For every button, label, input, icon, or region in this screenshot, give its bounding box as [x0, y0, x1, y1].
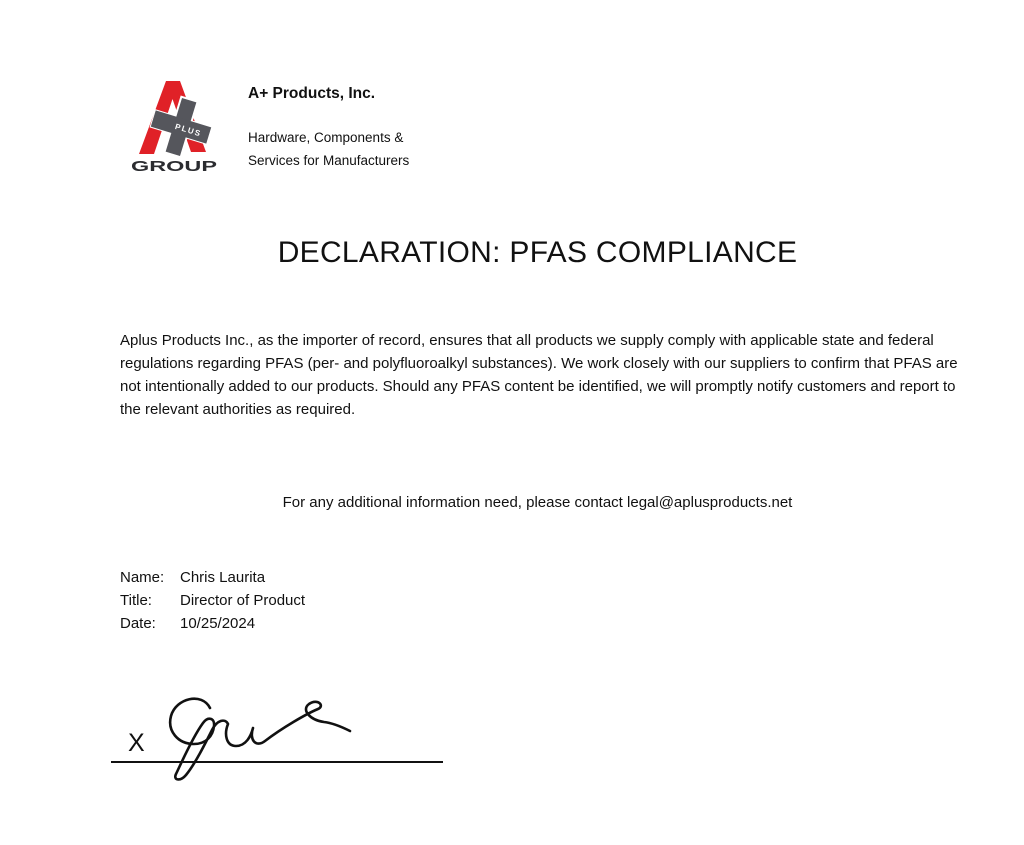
- title-value: Director of Product: [180, 592, 306, 609]
- logo-plus-label: PLUS: [173, 121, 203, 139]
- logo-group-label: GROUP: [131, 158, 217, 173]
- contact-line: For any additional information need, please contact legal@aplusproducts.net: [282, 494, 793, 511]
- title-label: Title:: [120, 592, 152, 609]
- document-title: DECLARATION: PFAS COMPLIANCE: [277, 236, 798, 269]
- name-value: Chris Laurita: [180, 569, 266, 586]
- logo-plus-icon: [145, 91, 217, 163]
- company-tagline: [248, 126, 409, 172]
- signatory-block: [120, 566, 305, 635]
- tagline-line-2: Services for Manufacturers: [248, 153, 410, 168]
- company-name: A+ Products, Inc.: [248, 85, 376, 102]
- signatory-date-row: [120, 612, 305, 635]
- declaration-body: Aplus Products Inc., as the importer of record, ensures that all products we supply comply with applicable state and federal regulations regarding PFAS (per- and polyfluoroalkyl substances). We work closely with our suppliers to confirm that PFAS are not intentionally added to our products. Should any PFAS content be identified, we will promptly notify customers and report to the relevant authorities as required.: [120, 332, 958, 418]
- aplus-group-logo: [130, 78, 220, 173]
- date-label: Date:: [120, 615, 156, 632]
- signature-line: [111, 761, 443, 763]
- signatory-title-row: [120, 589, 305, 612]
- date-value: 10/25/2024: [180, 615, 256, 632]
- signature-x-mark: X: [128, 729, 145, 757]
- name-label: Name:: [120, 569, 165, 586]
- signatory-name-row: [120, 566, 305, 589]
- tagline-line-1: Hardware, Components &: [248, 130, 404, 145]
- handwritten-signature-icon: [110, 678, 470, 790]
